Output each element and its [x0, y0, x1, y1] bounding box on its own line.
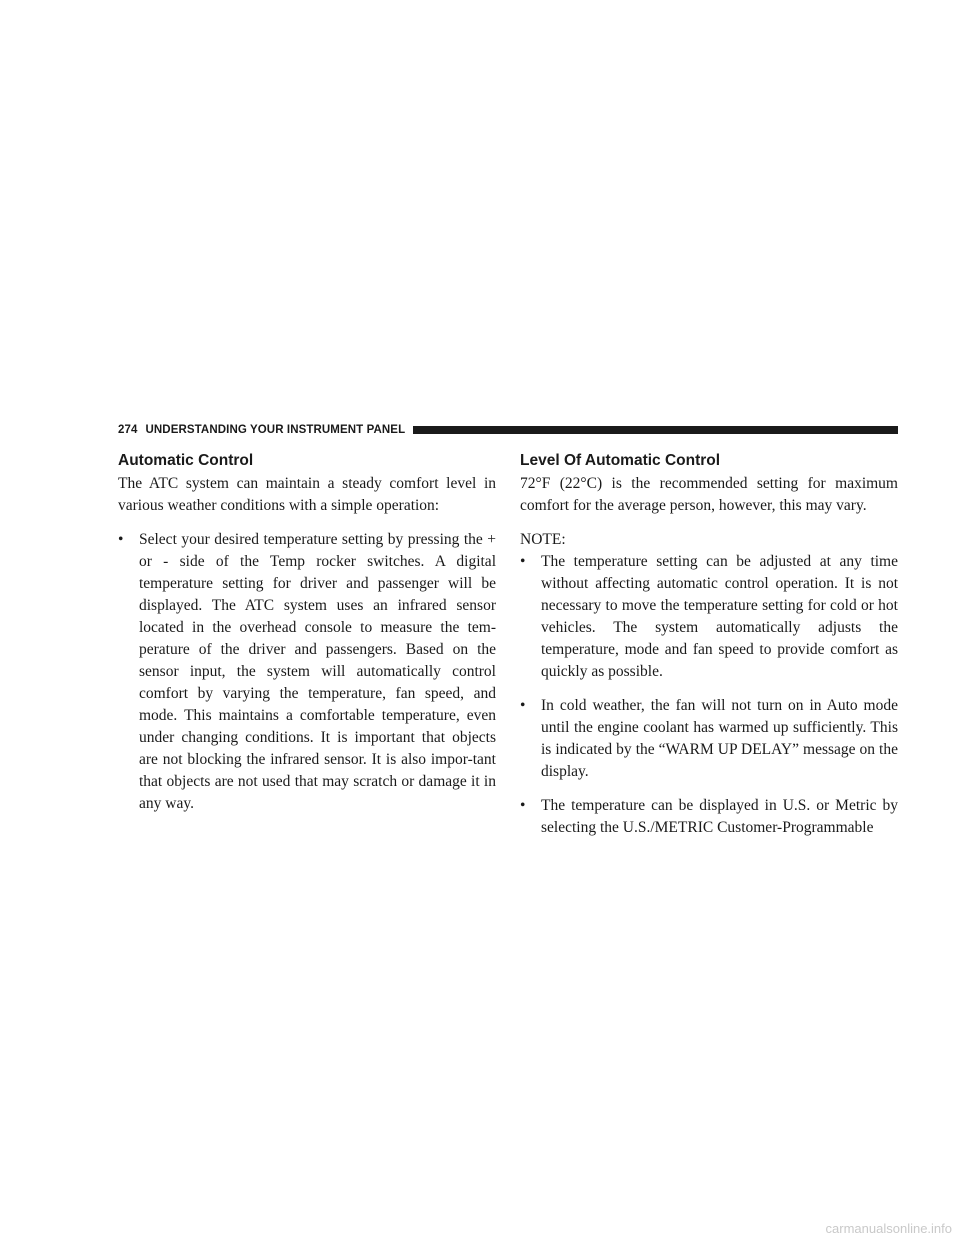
list-item-text: In cold weather, the fan will not turn on in Auto mode until the engine coolant has warmed up sufficiently. This is indicated by the “WARM UP DELAY” message on the display. — [541, 697, 898, 780]
list-item — [520, 695, 898, 783]
list-item — [118, 529, 496, 815]
level-intro: 72°F (22°C) is the recommended setting for maximum comfort for the average person, however, this may vary. — [520, 475, 898, 514]
automatic-control-heading: Automatic Control — [118, 452, 254, 469]
bullet-icon: • — [118, 531, 124, 548]
watermark-text: carmanualsonline.info — [825, 1221, 952, 1236]
list-item-text: The temperature setting can be adjusted at any time without affecting automatic control operation. It is not necessary to move the temperature setting for cold or hot vehicles. The system automatically adjusts the temperature, mode and fan speed to provide comfort as quickly as possible. — [541, 553, 898, 680]
bullet-icon: • — [520, 553, 526, 570]
automatic-control-intro: The ATC system can maintain a steady comfort level in various weather conditions with a simple operation: — [118, 475, 496, 514]
note-label: NOTE: — [520, 531, 566, 548]
level-of-automatic-control-heading: Level Of Automatic Control — [520, 452, 721, 469]
page-number: 274 — [118, 424, 138, 436]
list-item-text: Select your desired temperature setting by pressing the + or - side of the Temp rocker switches. A digital temperature setting for driver and passenger will be displayed. The ATC system uses an infrared sensor located in the overhead console to measure the tem-perature of the driver and passengers. Based on the sensor input, the system will automatically control comfort by varying the temperature, fan speed, and mode. This maintains a comfortable temperature, even under changing conditions. It is important that objects are not blocking the infrared sensor. It is also impor-tant that objects are not used that may scratch or damage it in any way. — [139, 531, 496, 812]
section-title: UNDERSTANDING YOUR INSTRUMENT PANEL — [145, 424, 406, 436]
list-item — [520, 795, 898, 839]
page-header — [118, 421, 898, 439]
list-item — [520, 551, 898, 683]
right-column — [520, 450, 898, 839]
bullet-icon: • — [520, 697, 526, 714]
list-item-text: The temperature can be displayed in U.S. or Metric by selecting the U.S./METRIC Customer-Programmable — [541, 797, 898, 836]
left-column — [118, 450, 496, 815]
bullet-icon: • — [520, 797, 526, 814]
header-rule — [413, 426, 898, 434]
